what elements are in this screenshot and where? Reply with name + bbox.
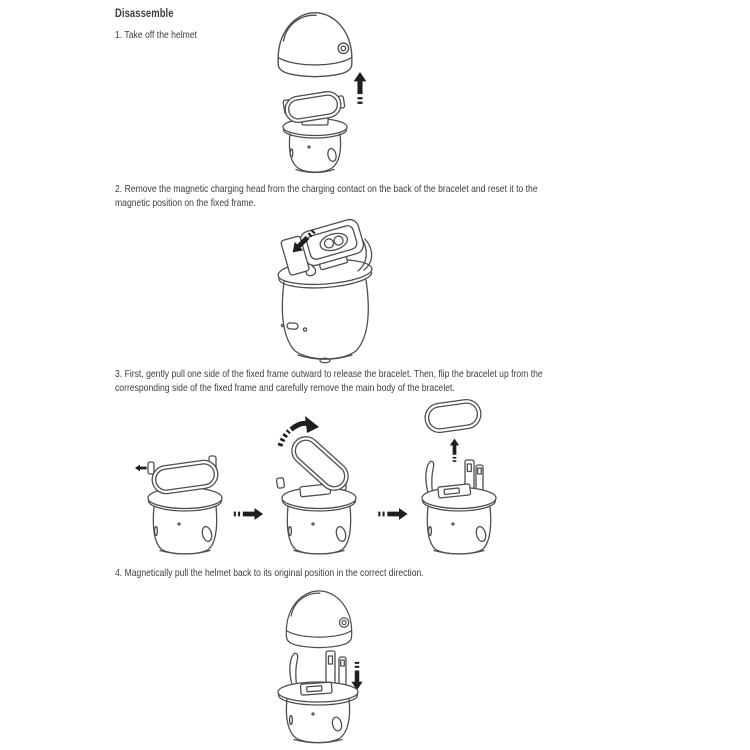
base-empty-frame-drawing: [278, 651, 358, 743]
step-1-text: [115, 29, 197, 43]
right-arrow-icon: [232, 508, 263, 520]
step-2-line-2: magnetic position on the fixed frame.: [115, 196, 256, 209]
illustration-step-4: [256, 584, 411, 750]
charging-base-drawing: [277, 217, 373, 362]
bracelet-capsule-drawing: [423, 398, 482, 435]
illustration-step-1: [262, 5, 407, 181]
down-arrow-icon: [351, 660, 362, 690]
step-4-text: [115, 567, 424, 581]
step-3-text: [115, 368, 543, 395]
step-3-line-1: 3. First, gently pull one side of the fixed frame outward to release the bracelet. Then, flip the bracelet up from the: [115, 368, 543, 380]
bracelet-drawing: [283, 90, 342, 124]
base-with-bracelet-drawing: [283, 90, 347, 173]
up-arrow-icon: [354, 72, 367, 106]
step-1-line-1: 1. Take off the helmet: [115, 29, 198, 41]
right-arrow-icon: [376, 508, 407, 520]
illustration-step-3: [112, 394, 512, 566]
helmet-drawing: [278, 13, 352, 77]
step-2-line-1: 2. Remove the magnetic charging head from the charging contact on the back of the bracelet and reset it to the: [115, 183, 538, 195]
base-bracelet-flat-drawing: [148, 456, 222, 554]
step-4-line-1: 4. Magnetically pull the helmet back to its original position in the correct direction.: [115, 567, 424, 579]
illustration-step-2: [258, 210, 408, 365]
helmet-drawing: [286, 591, 351, 648]
step-3-line-2: corresponding side of the fixed frame and carefully remove the main body of the bracelet.: [115, 381, 455, 394]
page-title: Disassemble: [115, 8, 174, 20]
base-empty-frame-drawing: [422, 460, 496, 554]
up-arrow-icon: [450, 439, 459, 464]
step-2-text: [115, 183, 538, 210]
base-bracelet-flipped-drawing: [276, 431, 356, 554]
